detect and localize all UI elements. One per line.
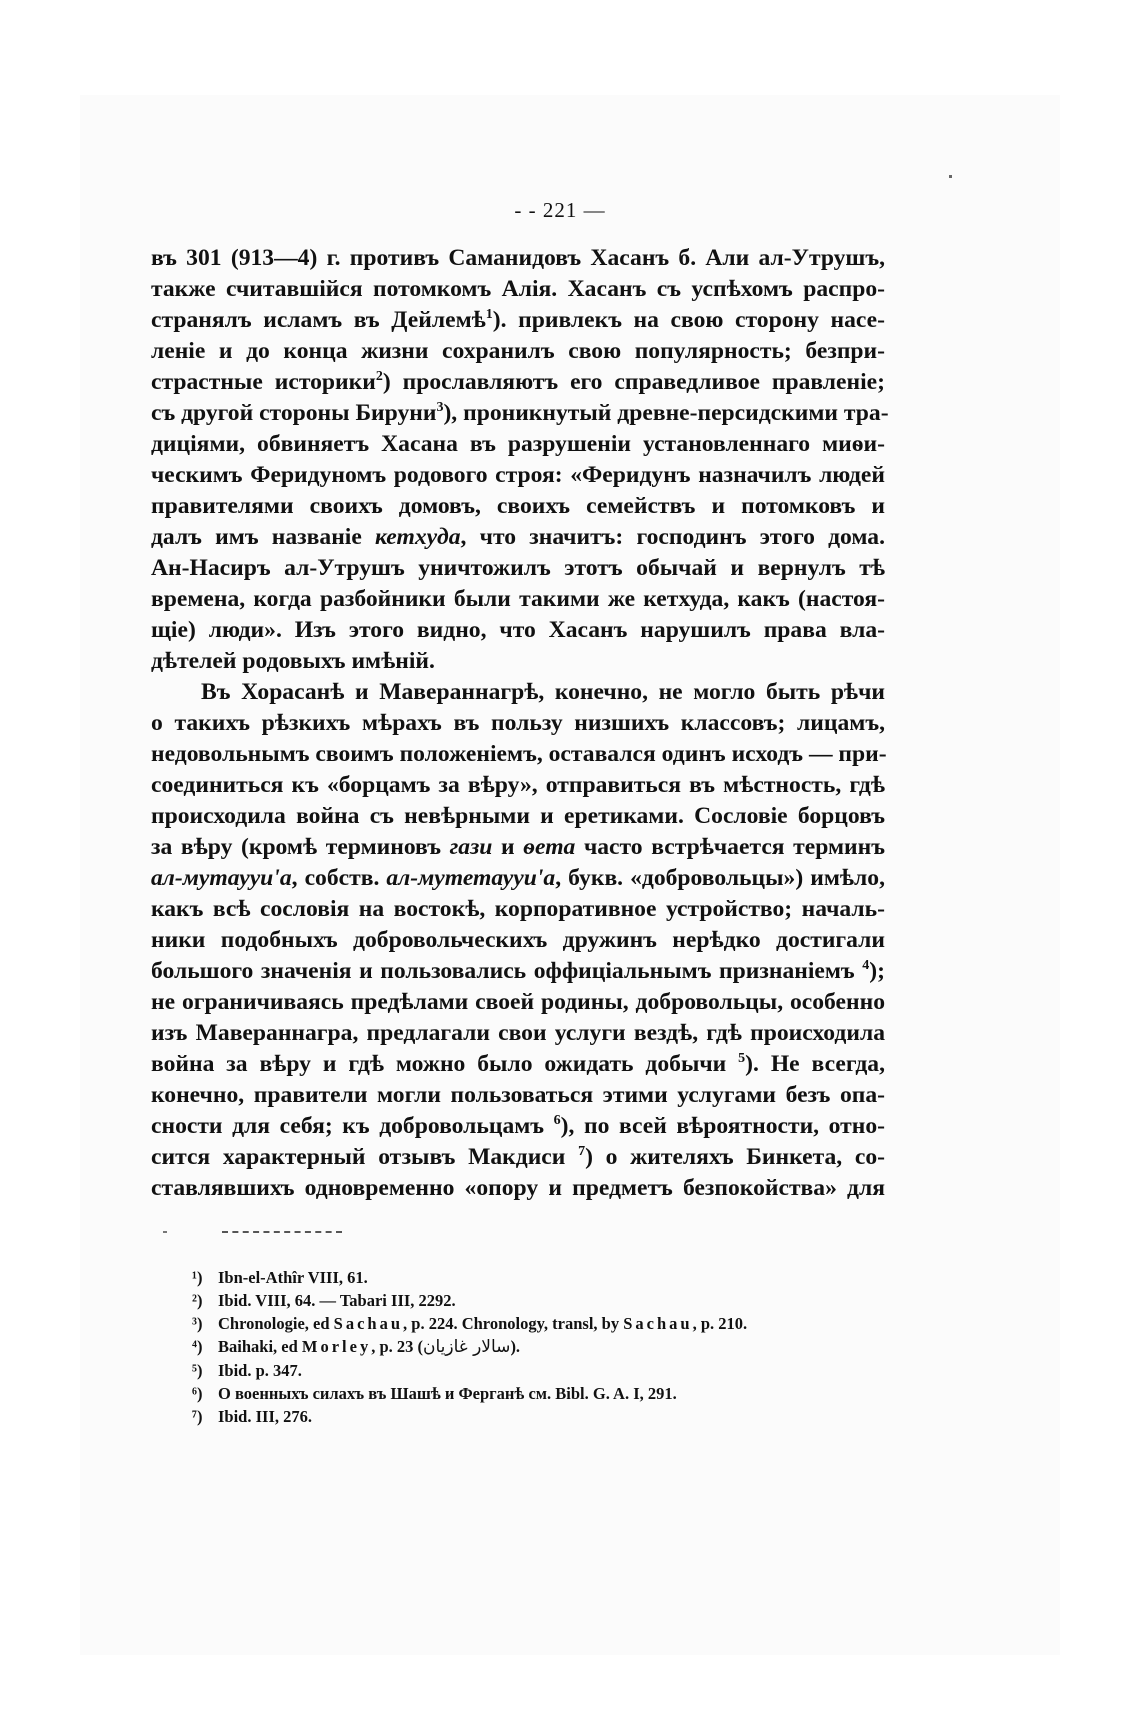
text-fragment: сится характерный отзывъ Макдиси bbox=[151, 1144, 566, 1170]
footnote-marker: ⁴) bbox=[192, 1337, 203, 1356]
arabic-phrase: سالار غازيان bbox=[423, 1337, 511, 1357]
text-line: какъ всѣ сословія на востокѣ, корпоративное устройство; началь- bbox=[151, 896, 885, 922]
footnote-marker: ⁶) bbox=[192, 1384, 203, 1403]
footnote-marker: ¹) bbox=[192, 1268, 203, 1287]
scan-speck bbox=[949, 175, 952, 178]
footnote-7 bbox=[192, 1405, 892, 1428]
text-fragment: ) прославляютъ его справедливое правленіе; bbox=[382, 369, 885, 395]
footnote-ref-4[interactable]: 4 bbox=[862, 958, 870, 974]
footnote-text: , p. 210. bbox=[692, 1314, 748, 1333]
text-fragment: ). Не всегда, bbox=[745, 1051, 885, 1077]
footnote-5 bbox=[192, 1359, 892, 1382]
footnote-4 bbox=[192, 1335, 892, 1359]
text-fragment: ), проникнутый древне-персидскими тра- bbox=[443, 400, 889, 426]
main-text bbox=[151, 243, 889, 1204]
text-line: конечно, правители могли пользоваться этими услугами безъ опа- bbox=[151, 1082, 885, 1108]
text-fragment: ); bbox=[869, 958, 886, 984]
text-line bbox=[151, 863, 885, 894]
footnote-marker: ²) bbox=[192, 1291, 203, 1310]
footnote-6 bbox=[192, 1382, 892, 1405]
editor-name: Morley bbox=[301, 1337, 372, 1356]
italic-term: кетхуда bbox=[375, 524, 461, 550]
editor-name: Sachau bbox=[623, 1314, 693, 1333]
page-number bbox=[0, 198, 1120, 223]
text-line: изъ Мавераннагра, предлагали свои услуги вездѣ, гдѣ происходила bbox=[151, 1020, 885, 1046]
text-fragment: , собств. bbox=[291, 865, 380, 891]
footnote-1 bbox=[192, 1266, 892, 1289]
footnote-text: О военныхъ силахъ въ Шашѣ и Ферганѣ см. Bibl. G. A. I, 291. bbox=[218, 1384, 677, 1403]
text-fragment: часто встрѣчается терминъ bbox=[583, 834, 885, 860]
text-fragment: ). привлекъ на свою сторону насе- bbox=[492, 307, 885, 333]
footnote-ref-5[interactable]: 5 bbox=[738, 1051, 746, 1067]
footnote-ref-2[interactable]: 2 bbox=[375, 369, 383, 385]
text-line: леніе и до конца жизни сохранилъ свою популярность; безпри- bbox=[151, 338, 885, 364]
footnote-text: , p. 23 ( bbox=[371, 1337, 424, 1356]
text-fragment: ), по всей вѣроятности, отно- bbox=[560, 1113, 885, 1139]
text-line: въ 301 (913—4) г. противъ Саманидовъ Хасанъ б. Али ал-Утрушъ, bbox=[151, 245, 885, 271]
text-line: дѣтелей родовыхъ имѣній. bbox=[151, 648, 435, 674]
text-fragment: большого значенія и пользовались оффиціальнымъ признаніемъ bbox=[151, 958, 855, 984]
text-fragment: ) о жителяхъ Бинкета, со- bbox=[585, 1144, 885, 1170]
footnote-text: , p. 224. Chronology, transl, by bbox=[403, 1314, 620, 1333]
text-line: Ан-Насиръ ал-Утрушъ уничтожилъ этотъ обычай и вернулъ тѣ bbox=[151, 555, 885, 581]
footnote-3 bbox=[192, 1312, 892, 1335]
footnote-rule-dot bbox=[163, 1231, 167, 1233]
text-line: недовольнымъ своимъ положеніемъ, оставался одинъ исходъ — при- bbox=[151, 741, 887, 767]
footnote-2 bbox=[192, 1289, 892, 1312]
text-line bbox=[151, 398, 889, 429]
text-line bbox=[151, 522, 885, 553]
italic-term: ѳета bbox=[523, 834, 576, 860]
text-line: ческимъ Феридуномъ родового строя: «Феридунъ назначилъ людей bbox=[151, 462, 885, 488]
footnotes bbox=[192, 1266, 892, 1428]
text-fragment: сности для себя; къ добровольцамъ bbox=[151, 1113, 545, 1139]
text-line: диціями, обвиняетъ Хасана въ разрушеніи установленнаго миѳи- bbox=[151, 431, 885, 457]
text-fragment: за вѣру (кромѣ терминовъ bbox=[151, 834, 441, 860]
text-fragment: странялъ исламъ въ Дейлемѣ bbox=[151, 307, 486, 333]
text-line: не ограничиваясь предѣлами своей родины, добровольцы, особенно bbox=[151, 989, 885, 1015]
page-number-dash: — bbox=[583, 198, 606, 222]
text-line bbox=[151, 367, 885, 398]
text-fragment: и bbox=[501, 834, 515, 860]
text-line: времена, когда разбойники были такими же кетхуда, какъ (настоя- bbox=[151, 586, 885, 612]
text-line: соединиться къ «борцамъ за вѣру», отправиться въ мѣстность, гдѣ bbox=[151, 772, 885, 798]
italic-term: гази bbox=[449, 834, 493, 860]
footnote-separator bbox=[222, 1231, 342, 1233]
footnote-ref-3[interactable]: 3 bbox=[436, 400, 444, 416]
text-fragment: далъ имъ названіе bbox=[151, 524, 362, 550]
footnote-ref-1[interactable]: 1 bbox=[485, 307, 493, 323]
footnote-text: Ibn-el-Athîr VIII, 61. bbox=[218, 1268, 368, 1287]
footnote-text: Ibid. p. 347. bbox=[218, 1361, 302, 1380]
footnote-marker: ⁵) bbox=[192, 1361, 203, 1380]
text-fragment: война за вѣру и гдѣ можно было ожидать добычи bbox=[151, 1051, 727, 1077]
text-fragment: , букв. «добровольцы») имѣло, bbox=[555, 865, 885, 891]
footnote-marker: ⁷) bbox=[192, 1407, 203, 1426]
text-line: Въ Хорасанѣ и Мавераннагрѣ, конечно, не могло быть рѣчи bbox=[201, 679, 885, 705]
text-line bbox=[151, 1111, 885, 1142]
footnote-text: Baihaki, ed bbox=[218, 1337, 298, 1356]
italic-term: ал-мутетаууи'а bbox=[386, 865, 556, 891]
footnote-marker: ³) bbox=[192, 1314, 203, 1333]
page-number-value: 221 bbox=[542, 198, 578, 222]
text-line bbox=[151, 832, 885, 863]
italic-term: ал-мутаууи'а bbox=[151, 865, 292, 891]
footnote-ref-6[interactable]: 6 bbox=[553, 1113, 561, 1129]
footnote-text: ). bbox=[510, 1337, 521, 1356]
text-line: ники подобныхъ добровольческихъ дружинъ нерѣдко достигали bbox=[151, 927, 885, 953]
text-line bbox=[151, 305, 885, 336]
editor-name: Sachau bbox=[333, 1314, 404, 1333]
text-line bbox=[151, 1049, 885, 1080]
text-line: происходила война съ невѣрными и еретиками. Сословіе борцовъ bbox=[151, 803, 885, 829]
text-fragment: съ другой стороны Бируни bbox=[151, 400, 437, 426]
text-line: о такихъ рѣзкихъ мѣрахъ въ пользу низшихъ классовъ; лицамъ, bbox=[151, 710, 885, 736]
footnote-text: Chronologie, ed bbox=[218, 1314, 330, 1333]
paragraph-2 bbox=[151, 677, 885, 1204]
text-line: также считавшійся потомкомъ Алія. Хасанъ съ успѣхомъ распро- bbox=[151, 276, 885, 302]
text-line bbox=[151, 956, 885, 987]
text-line: ставлявшихъ одновременно «опору и предметъ безпокойства» для bbox=[151, 1175, 885, 1201]
page-number-decoration: - - bbox=[514, 198, 537, 222]
text-line: правителями своихъ домовъ, своихъ семействъ и потомковъ и bbox=[151, 493, 885, 519]
footnote-ref-7[interactable]: 7 bbox=[578, 1144, 586, 1160]
text-line bbox=[151, 1142, 885, 1173]
text-fragment: , что значитъ: господинъ этого дома. bbox=[460, 524, 885, 550]
footnote-text: Ibid. III, 276. bbox=[218, 1407, 312, 1426]
paragraph-1 bbox=[151, 243, 889, 677]
footnote-text: Ibid. VIII, 64. — Tabari III, 2292. bbox=[218, 1291, 456, 1310]
text-line: щіе) люди». Изъ этого видно, что Хасанъ нарушилъ права вла- bbox=[151, 617, 885, 643]
text-fragment: страстные историки bbox=[151, 369, 376, 395]
